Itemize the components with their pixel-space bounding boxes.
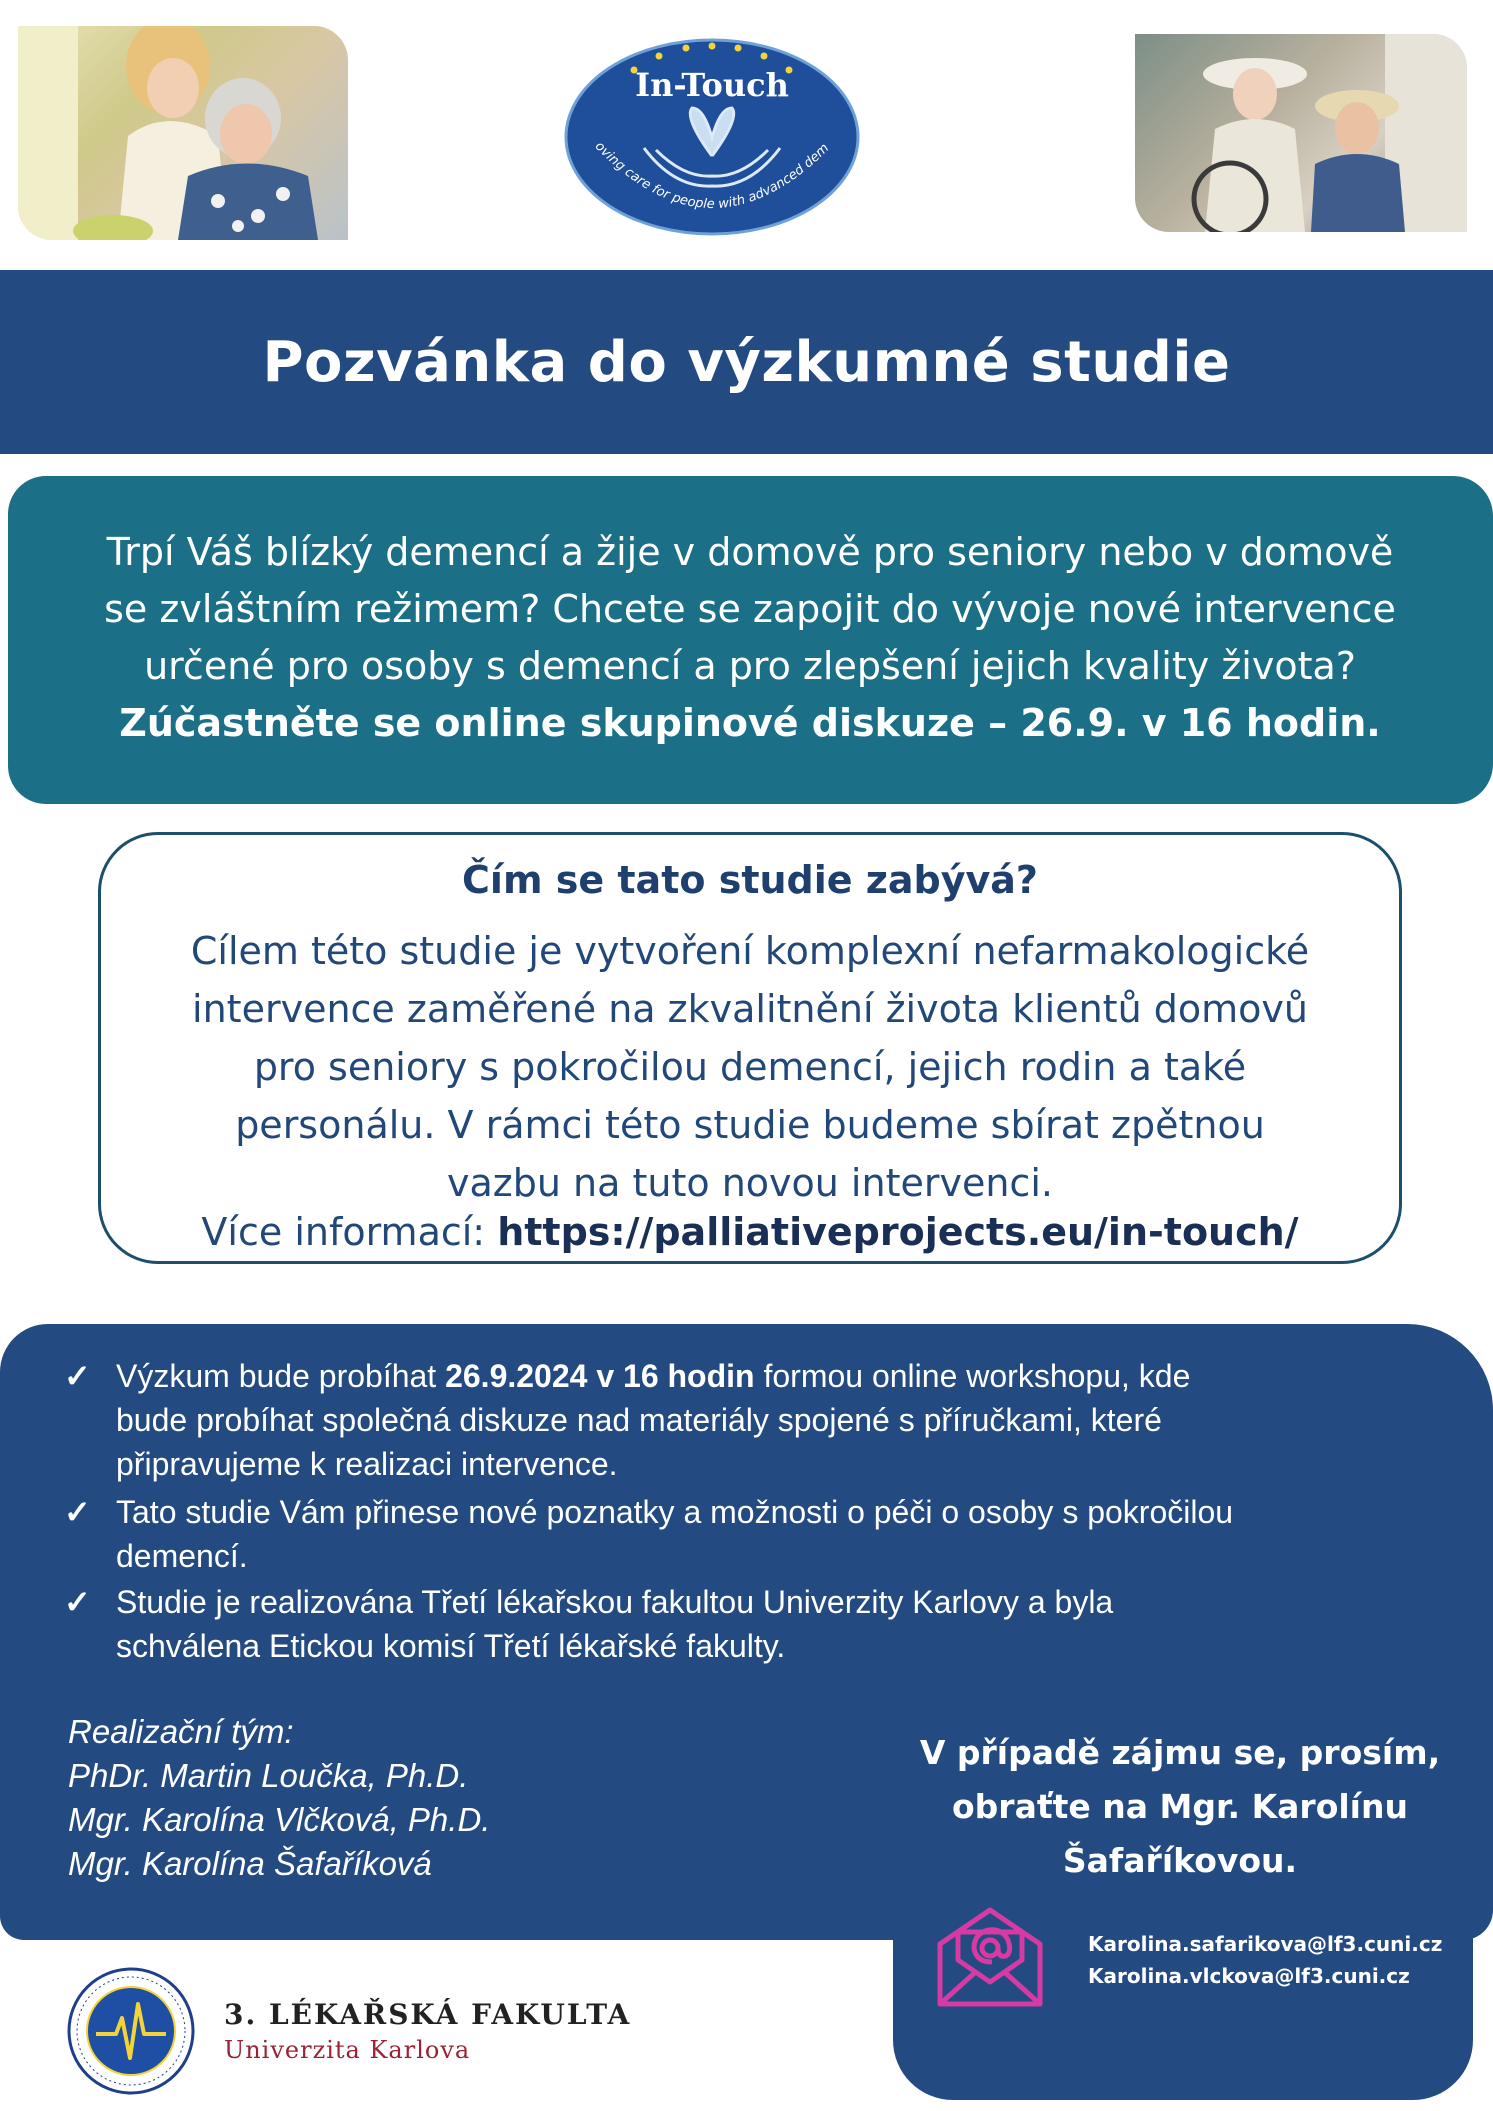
checkmark-icon: ✓ [64, 1358, 91, 1394]
contact-line: V případě zájmu se, prosím, [919, 1733, 1441, 1772]
contact-heading [910, 1726, 1450, 1888]
intro-call-to-action: Zúčastněte se online skupinové diskuze – 26.9. v 16 hodin. [119, 701, 1381, 745]
study-info-line: vazbu na tuto novou intervenci. [447, 1161, 1053, 1205]
intro-line: se zvláštním režimem? Chcete se zapojit do vývoje nové intervence [104, 587, 1396, 631]
team-label: Realizační tým: [68, 1713, 294, 1750]
checkmark-icon: ✓ [64, 1494, 91, 1530]
study-info-line: intervence zaměřené na zkvalitnění života klientů domovů [192, 987, 1308, 1031]
research-team [68, 1710, 490, 1886]
checklist-item [64, 1490, 1444, 1578]
checklist-item [64, 1354, 1444, 1486]
checklist-text: připravujeme k realizaci intervence. [116, 1446, 618, 1482]
email-link[interactable]: Karolina.safarikova@lf3.cuni.cz [1088, 1932, 1443, 1956]
logo-tagline: oving care for people with advanced dem [591, 138, 833, 213]
study-info-line: Cílem této studie je vytvoření komplexní nefarmakologické [190, 929, 1310, 973]
project-link[interactable]: https://palliativeprojects.eu/in-touch/ [497, 1210, 1299, 1254]
checklist-text: Výzkum bude probíhat [116, 1358, 446, 1394]
faculty-name: 3. LÉKAŘSKÁ FAKULTA [224, 1998, 632, 2031]
checklist-text: formou online workshopu, kde [754, 1358, 1191, 1394]
intro-line: určené pro osoby s demencí a pro zlepšení jejich kvality života? [144, 644, 1356, 688]
study-info-line: personálu. V rámci této studie budeme sbírat zpětnou [235, 1103, 1265, 1147]
university-name: Univerzita Karlova [224, 2036, 471, 2064]
intro-text [50, 524, 1450, 752]
envelope-at-icon [932, 1896, 1048, 2012]
faculty-seal-logo [66, 1966, 196, 2096]
more-info-label: Více informací: [201, 1210, 498, 1254]
checkmark-icon: ✓ [64, 1584, 91, 1620]
caregiver-photo [18, 26, 348, 240]
contact-emails [1088, 1928, 1442, 1992]
intro-line: Trpí Váš blízký demencí a žije v domově pro seniory nebo v domově [106, 530, 1394, 574]
checklist-date: 26.9.2024 v 16 hodin [445, 1358, 755, 1394]
checklist-text: Studie je realizována Třetí lékařskou fakultou Univerzity Karlovy a byla [116, 1584, 1114, 1620]
page-title: Pozvánka do výzkumné studie [262, 330, 1231, 395]
contact-line: Šafaříkovou. [1062, 1841, 1298, 1880]
more-info-line [98, 1210, 1402, 1254]
checklist-text: demencí. [116, 1538, 248, 1574]
study-info-body [150, 922, 1350, 1212]
team-member: Mgr. Karolína Šafaříková [68, 1845, 432, 1882]
team-member: Mgr. Karolína Vlčková, Ph.D. [68, 1801, 491, 1838]
seniors-photo [1135, 34, 1467, 232]
study-info-line: pro seniory s pokročilou demencí, jejich rodin a také [253, 1045, 1247, 1089]
study-info-heading: Čím se tato studie zabývá? [462, 858, 1038, 902]
team-member: PhDr. Martin Loučka, Ph.D. [68, 1757, 469, 1794]
logo-name: In-Touch [635, 66, 789, 104]
in-touch-logo [564, 38, 860, 236]
checklist-item [64, 1580, 1444, 1668]
checklist-text: Tato studie Vám přinese nové poznatky a možnosti o péči o osoby s pokročilou [116, 1494, 1234, 1530]
checklist-text: bude probíhat společná diskuze nad materiály spojené s příručkami, které [116, 1402, 1162, 1438]
checklist-text: schválena Etickou komisí Třetí lékařské fakulty. [116, 1628, 786, 1664]
contact-line: obraťte na Mgr. Karolínu [952, 1787, 1408, 1826]
email-link[interactable]: Karolina.vlckova@lf3.cuni.cz [1088, 1964, 1410, 1988]
